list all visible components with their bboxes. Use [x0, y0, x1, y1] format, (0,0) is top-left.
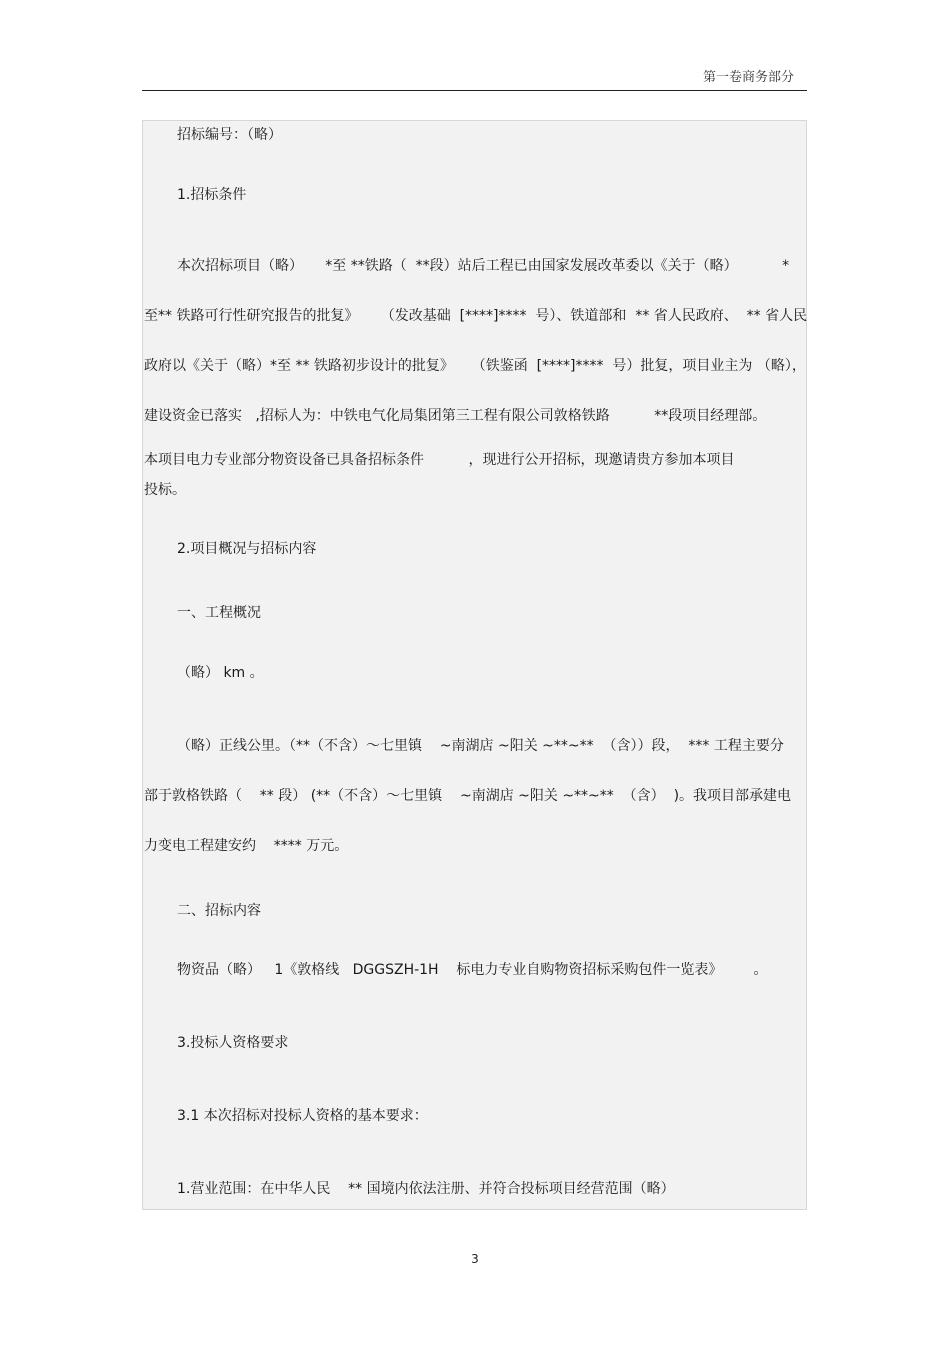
- paragraph-line: 本项目电力专业部分物资设备已具备招标条件 ，现进行公开招标，现邀请贵方参加本项目: [144, 452, 735, 468]
- paragraph-line: 政府以《关于（略）*至 ** 铁路初步设计的批复》 （铁鉴函 [****]**** 号）批复，项目业主为 （略），: [144, 358, 806, 374]
- paragraph-line: 至** 铁路可行性研究报告的批复》 （发改基础 [****]**** 号）、铁道部和 ** 省人民政府、 ** 省人民: [144, 308, 808, 324]
- paragraph-line: 物资品（略） 1《敦格线 DGGSZH-1H 标电力专业自购物资招标采购包件一览表》 。: [177, 962, 768, 978]
- paragraph-line: 投标。: [144, 482, 186, 498]
- page-number: 3: [471, 1252, 479, 1266]
- paragraph-line: 部于敦格铁路（ ** 段） (**（不含）～七里镇 ~南湖店 ~阳关 ~**~** （含） )。我项目部承建电: [144, 788, 792, 804]
- paragraph-line: （略）正线公里。（**（不含）～七里镇 ~南湖店 ~阳关 ~**~** （含））段， *** 工程主要分: [177, 738, 784, 754]
- page-header-title: 第一卷商务部分: [703, 70, 795, 85]
- header-rule: [142, 90, 807, 91]
- paragraph-line: （略） km 。: [177, 665, 264, 681]
- paragraph-line: 建设资金已落实 ,招标人为：中铁电气化局集团第三工程有限公司敦格铁路 **段项目经理部。: [144, 408, 767, 424]
- section-heading-3: 3.投标人资格要求: [177, 1035, 289, 1051]
- section-heading-2: 2.项目概况与招标内容: [177, 541, 317, 557]
- tender-number: 招标编号：（略）: [177, 127, 282, 143]
- paragraph-line: 本次招标项目（略） *至 **铁路（ **段）站后工程已由国家发展改革委以《关于（略） *: [177, 258, 790, 274]
- paragraph-line: 1.营业范围：在中华人民 ** 国境内依法注册、并符合投标项目经营范围（略）: [177, 1181, 675, 1197]
- subsection-heading: 二、招标内容: [177, 903, 261, 919]
- subsection-heading: 一、工程概况: [177, 605, 261, 621]
- subsection-heading: 3.1 本次招标对投标人资格的基本要求：: [177, 1108, 428, 1124]
- paragraph-line: 力变电工程建安约 **** 万元。: [144, 838, 349, 854]
- section-heading-1: 1.招标条件: [177, 187, 247, 203]
